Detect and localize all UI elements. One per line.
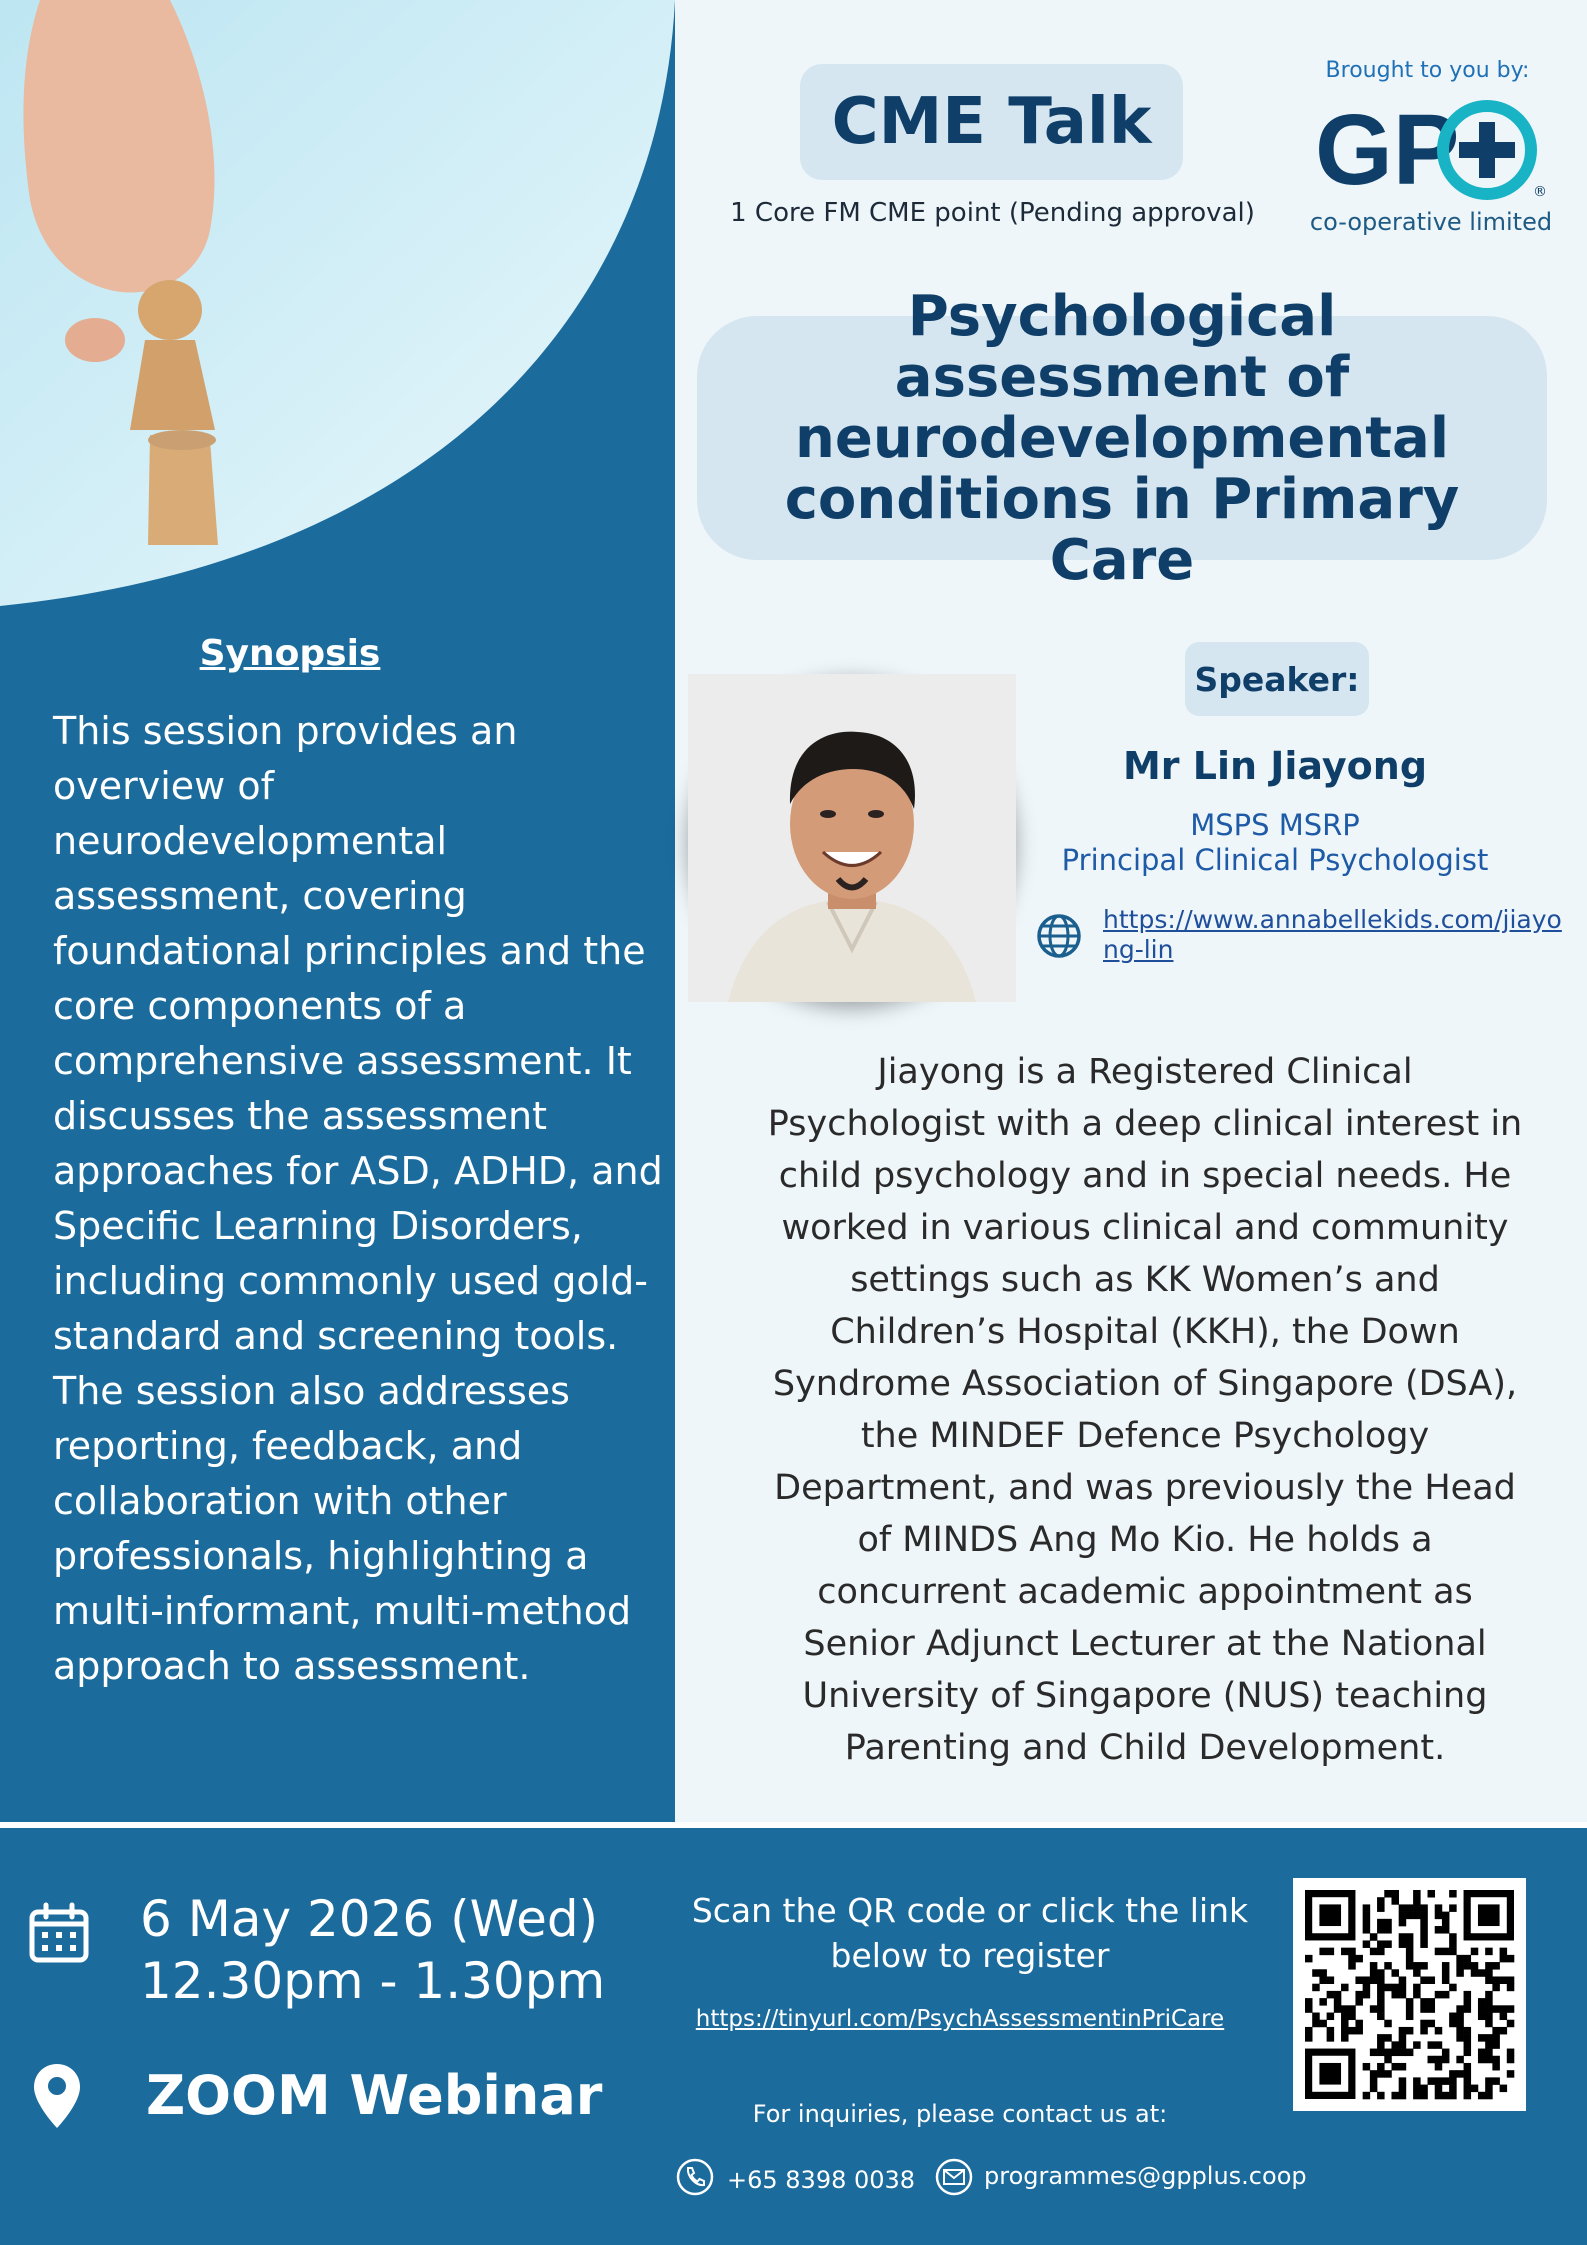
hero-photo	[0, 0, 675, 606]
inquiries-text: For inquiries, please contact us at:	[752, 2100, 1168, 2128]
location-pin-icon	[32, 2062, 82, 2130]
talk-title: Psychological assessment of neurodevelopmental conditions in Primary Care	[784, 283, 1460, 593]
qr-code-icon	[1293, 1878, 1526, 2111]
brought-by-text: Brought to you by:	[1325, 58, 1530, 83]
gp-plus-logo	[1315, 92, 1547, 206]
speaker-badge: Speaker:	[1185, 642, 1369, 716]
logo-subtitle: co-operative limited	[1309, 208, 1553, 236]
speaker-credentials	[1035, 808, 1515, 878]
register-instruction: Scan the QR code or click the link below to register	[691, 1891, 1249, 1975]
speaker-bio: Jiayong is a Registered Clinical Psychologist with a deep clinical interest in child psychology and in special needs. He worked in various clinical and community settings such as KK Women’s and Children’s Hospital (KKH), the Down Syndrome Association of Singapore (DSA), the MINDEF Defence Psychology Department, and was previously the Head of MINDS Ang Mo Kio. He holds a concurrent academic appointment as Senior Adjunct Lecturer at the National University of Singapore (NUS) teaching Parenting and Child Development.	[767, 1052, 1523, 1768]
speaker-photo	[688, 674, 1016, 1002]
logo-text: GP	[1315, 94, 1460, 206]
event-time: 12.30pm - 1.30pm	[140, 1952, 606, 2010]
cme-talk-badge: CME Talk	[800, 64, 1183, 180]
cme-points-text: 1 Core FM CME point (Pending approval)	[730, 198, 1255, 228]
synopsis-body: This session provides an overview of neurodevelopmental assessment, covering foundational principles and the core components of a comprehensive assessment. It discusses the assessment approaches for ASD, ADHD, and Specific Learning Disorders, including commonly used gold-standard and screening tools. The session also addresses reporting, feedback, and collaboration with other professionals, highlighting a multi-informant, multi-method approach to assessment.	[53, 709, 663, 1688]
speaker-name: Mr Lin Jiayong	[1122, 744, 1428, 788]
phone-icon	[676, 2158, 714, 2196]
contact-phone[interactable]: +65 8398 0038	[727, 2166, 916, 2194]
synopsis-heading: Synopsis	[199, 633, 381, 674]
speaker-profile-link[interactable]: https://www.annabellekids.com/jiayong-lin	[1103, 905, 1562, 964]
registration-link[interactable]: https://tinyurl.com/PsychAssessmentinPriCare	[695, 2006, 1225, 2032]
contact-email[interactable]: programmes@gpplus.coop	[984, 2162, 1307, 2190]
speaker-qualifications: MSPS MSRP	[1190, 808, 1360, 842]
mail-icon	[935, 2158, 973, 2196]
calendar-icon	[28, 1902, 90, 1964]
svg-text:®: ®	[1533, 184, 1547, 200]
speaker-role: Principal Clinical Psychologist	[1061, 843, 1489, 877]
event-venue: ZOOM Webinar	[146, 2064, 603, 2127]
globe-icon	[1035, 912, 1083, 960]
event-date: 6 May 2026 (Wed)	[140, 1890, 599, 1948]
qr-code[interactable]	[1293, 1878, 1526, 2111]
talk-title-box	[697, 283, 1547, 593]
